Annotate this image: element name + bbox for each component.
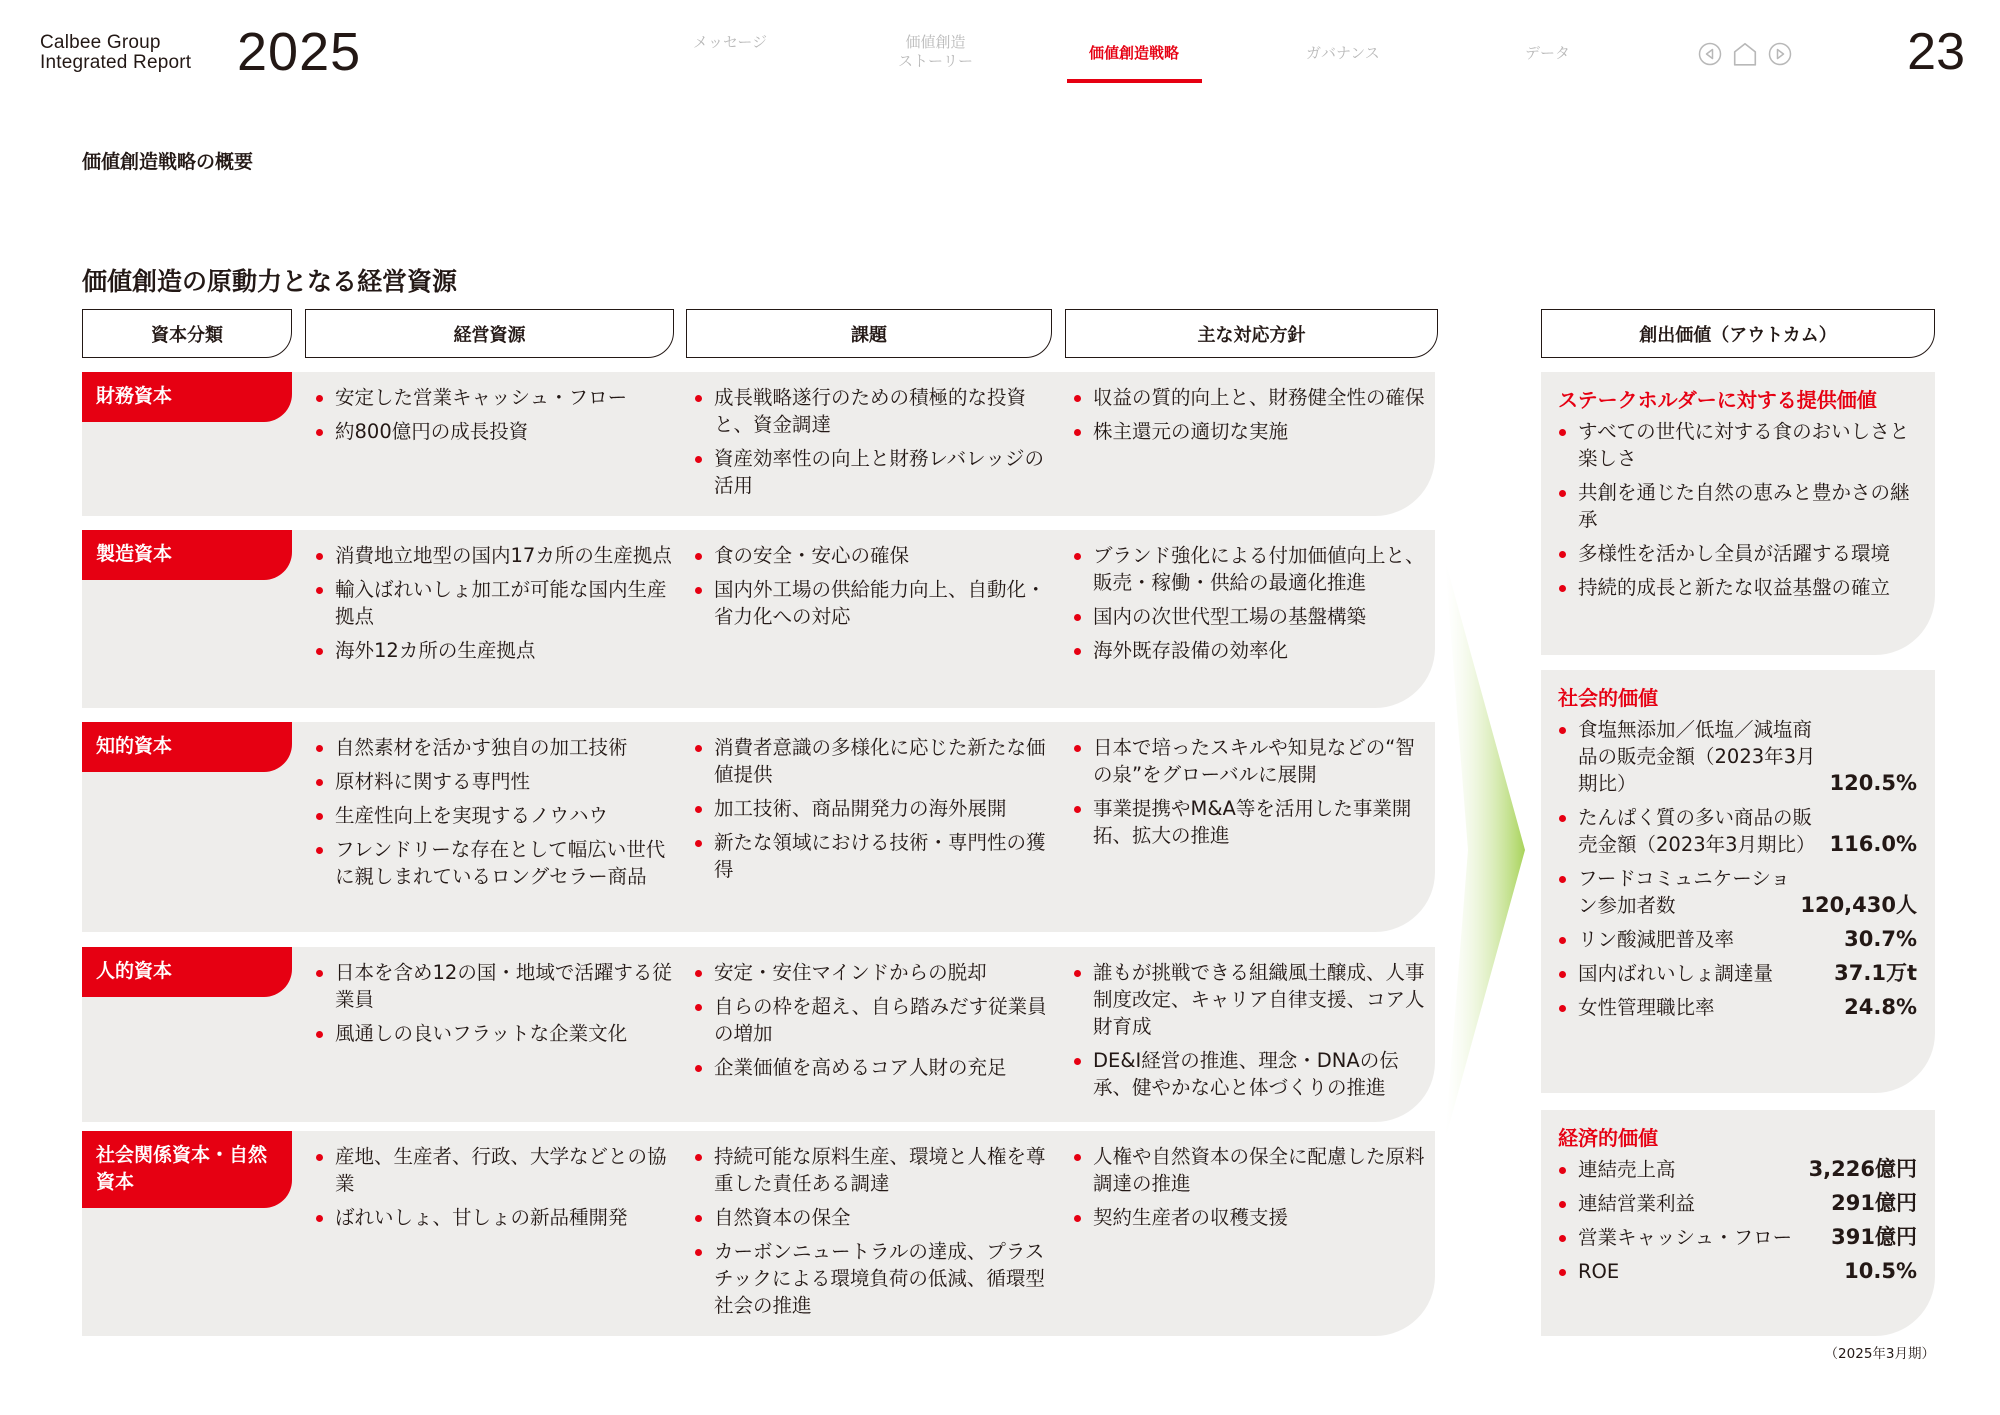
prev-icon[interactable] — [1698, 42, 1722, 66]
list-item: 人権や自然資本の保全に配慮した原料調達の推進 — [1073, 1143, 1425, 1197]
metric-item — [1558, 994, 1917, 1021]
metric-label: 国内ばれいしょ調達量 — [1578, 962, 1774, 985]
period-note: （2025年3月期） — [1824, 1346, 1935, 1362]
capital-row-intellectual — [82, 722, 1435, 932]
nav-item-value-strategy[interactable]: 価値創造戦略 — [1089, 44, 1180, 62]
list-item: 国内外工場の供給能力向上、自動化・省力化への対応 — [694, 576, 1049, 630]
metric-value: 120,430人 — [1800, 893, 1917, 917]
metric-item — [1558, 716, 1917, 797]
policies-cell — [1073, 734, 1425, 856]
metric-label: 女性管理職比率 — [1578, 996, 1715, 1019]
list-item: 収益の質的向上と、財務健全性の確保 — [1073, 384, 1425, 411]
capital-row-financial — [82, 372, 1435, 516]
nav-item-data[interactable]: データ — [1525, 44, 1571, 62]
list-item: フレンドリーな存在として幅広い世代に親しまれているロングセラー商品 — [315, 836, 675, 890]
policies-cell — [1073, 959, 1425, 1108]
metric-item — [1558, 1156, 1917, 1183]
policies-cell — [1073, 1143, 1425, 1238]
list-item: 輸入ばれいしょ加工が可能な国内生産拠点 — [315, 576, 675, 630]
outcome-title: ステークホルダーに対する提供価値 — [1558, 388, 1877, 412]
capital-row-social-natural — [82, 1131, 1435, 1336]
list-item: 風通しの良いフラットな企業文化 — [315, 1020, 675, 1047]
column-header-resources: 経営資源 — [305, 309, 674, 358]
capital-label: 財務資本 — [82, 372, 292, 422]
list-item: 企業価値を高めるコア人財の充足 — [694, 1054, 1049, 1081]
metric-label: 食塩無添加／低塩／減塩商品の販売金額（2023年3月期比） — [1578, 718, 1816, 795]
column-header-issues: 課題 — [686, 309, 1052, 358]
metric-value: 391億円 — [1831, 1225, 1917, 1249]
metric-value: 116.0% — [1829, 832, 1917, 856]
outcome-social-box — [1541, 670, 1935, 1093]
brand-line1: Calbee Group — [40, 32, 161, 53]
issues-cell — [694, 959, 1049, 1088]
policies-cell — [1073, 384, 1425, 452]
metric-value: 37.1万t — [1834, 961, 1917, 985]
issues-cell — [694, 1143, 1049, 1326]
metric-label: たんぱく質の多い商品の販売金額（2023年3月期比） — [1578, 806, 1816, 856]
list-item: 海外既存設備の効率化 — [1073, 637, 1425, 664]
list-item: 国内の次世代型工場の基盤構築 — [1073, 603, 1425, 630]
list-item: カーボンニュートラルの達成、プラスチックによる環境負荷の低減、循環型社会の推進 — [694, 1238, 1049, 1319]
policies-cell — [1073, 542, 1425, 671]
outcome-stakeholder-box — [1541, 372, 1935, 655]
list-item: 生産性向上を実現するノウハウ — [315, 802, 675, 829]
list-item: 自らの枠を超え、自ら踏みだす従業員の増加 — [694, 993, 1049, 1047]
column-header-policies: 主な対応方針 — [1065, 309, 1438, 358]
section-title: 価値創造戦略の概要 — [82, 151, 254, 173]
list-item: 自然資本の保全 — [694, 1204, 1049, 1231]
list-item: 海外12カ所の生産拠点 — [315, 637, 675, 664]
list-item: 安定・安住マインドからの脱却 — [694, 959, 1049, 986]
outcome-title: 社会的価値 — [1558, 686, 1658, 710]
resources-cell — [315, 959, 675, 1054]
list-item: 新たな領域における技術・専門性の獲得 — [694, 829, 1049, 883]
list-item: 約800億円の成長投資 — [315, 418, 675, 445]
list-item: 多様性を活かし全員が活躍する環境 — [1558, 540, 1917, 567]
column-header-outcome: 創出価値（アウトカム） — [1541, 309, 1935, 358]
metric-label: 営業キャッシュ・フロー — [1578, 1226, 1793, 1249]
metric-label: フードコミュニケーション参加者数 — [1578, 867, 1790, 917]
nav-item-value-story[interactable]: 価値創造 ストーリー — [898, 33, 974, 70]
list-item: 消費者意識の多様化に応じた新たな価値提供 — [694, 734, 1049, 788]
issues-cell — [694, 734, 1049, 890]
metric-value: 10.5% — [1844, 1259, 1917, 1283]
main-title: 価値創造の原動力となる経営資源 — [82, 267, 458, 296]
metric-value: 30.7% — [1844, 927, 1917, 951]
list-item: DE&I経営の推進、理念・DNAの伝承、健やかな心と体づくりの推進 — [1073, 1047, 1425, 1101]
list-item: 消費地立地型の国内17カ所の生産拠点 — [315, 542, 675, 569]
page-number: 23 — [1907, 23, 1965, 81]
metric-value: 120.5% — [1829, 771, 1917, 795]
next-icon[interactable] — [1768, 42, 1792, 66]
nav-item-message[interactable]: メッセージ — [693, 33, 768, 51]
column-header-category: 資本分類 — [82, 309, 292, 358]
list-item: 共創を通じた自然の恵みと豊かさの継承 — [1558, 479, 1917, 533]
resources-cell — [315, 384, 675, 452]
list-item: 契約生産者の収穫支援 — [1073, 1204, 1425, 1231]
metric-item — [1558, 926, 1917, 953]
capital-label: 人的資本 — [82, 947, 292, 997]
list-item: 原材料に関する専門性 — [315, 768, 675, 795]
metric-item — [1558, 865, 1917, 919]
metric-item — [1558, 960, 1917, 987]
capital-label: 製造資本 — [82, 530, 292, 580]
metric-label: 連結営業利益 — [1578, 1192, 1696, 1215]
capital-row-human — [82, 947, 1435, 1122]
list-item: 株主還元の適切な実施 — [1073, 418, 1425, 445]
list-item: 加工技術、商品開発力の海外展開 — [694, 795, 1049, 822]
brand-line2: Integrated Report — [40, 52, 192, 73]
outcome-title: 経済的価値 — [1558, 1126, 1658, 1150]
issues-cell — [694, 384, 1049, 506]
list-item: 成長戦略遂行のための積極的な投資と、資金調達 — [694, 384, 1049, 438]
list-item: 日本を含め12の国・地域で活躍する従業員 — [315, 959, 675, 1013]
metric-label: ROE — [1578, 1260, 1620, 1283]
metric-item — [1558, 1224, 1917, 1251]
flow-arrow-icon — [1440, 560, 1530, 1140]
metric-value: 291億円 — [1831, 1191, 1917, 1215]
list-item: 食の安全・安心の確保 — [694, 542, 1049, 569]
list-item: 資産効率性の向上と財務レバレッジの活用 — [694, 445, 1049, 499]
metric-item — [1558, 1258, 1917, 1285]
list-item: ばれいしょ、甘しょの新品種開発 — [315, 1204, 675, 1231]
metric-item — [1558, 804, 1917, 858]
list-item: 自然素材を活かす独自の加工技術 — [315, 734, 675, 761]
list-item: 持続可能な原料生産、環境と人権を尊重した責任ある調達 — [694, 1143, 1049, 1197]
metric-label: 連結売上高 — [1578, 1158, 1676, 1181]
list-item: 安定した営業キャッシュ・フロー — [315, 384, 675, 411]
list-item: 産地、生産者、行政、大学などとの協業 — [315, 1143, 675, 1197]
resources-cell — [315, 542, 675, 671]
capital-label: 社会関係資本・自然資本 — [82, 1131, 292, 1208]
list-item: 持続的成長と新たな収益基盤の確立 — [1558, 574, 1917, 601]
nav-active-underline — [1067, 79, 1202, 83]
resources-cell — [315, 734, 675, 897]
list-item: 誰もが挑戦できる組織風土醸成、人事制度改定、キャリア自律支援、コア人財育成 — [1073, 959, 1425, 1040]
list-item: すべての世代に対する食のおいしさと楽しさ — [1558, 418, 1917, 472]
capital-row-manufacturing — [82, 530, 1435, 708]
issues-cell — [694, 542, 1049, 637]
metric-value: 24.8% — [1844, 995, 1917, 1019]
nav-icons — [1698, 40, 1792, 68]
report-year: 2025 — [237, 22, 362, 82]
capital-label: 知的資本 — [82, 722, 292, 772]
nav-item-governance[interactable]: ガバナンス — [1306, 44, 1380, 62]
list-item: 日本で培ったスキルや知見などの“智の泉”をグローバルに展開 — [1073, 734, 1425, 788]
resources-cell — [315, 1143, 675, 1238]
metric-item — [1558, 1190, 1917, 1217]
list-item: ブランド強化による付加価値向上と、販売・稼働・供給の最適化推進 — [1073, 542, 1425, 596]
metric-label: リン酸減肥普及率 — [1578, 928, 1735, 951]
outcome-economic-box — [1541, 1110, 1935, 1336]
home-icon[interactable] — [1732, 41, 1758, 67]
metric-value: 3,226億円 — [1808, 1157, 1917, 1181]
list-item: 事業提携やM&A等を活用した事業開拓、拡大の推進 — [1073, 795, 1425, 849]
